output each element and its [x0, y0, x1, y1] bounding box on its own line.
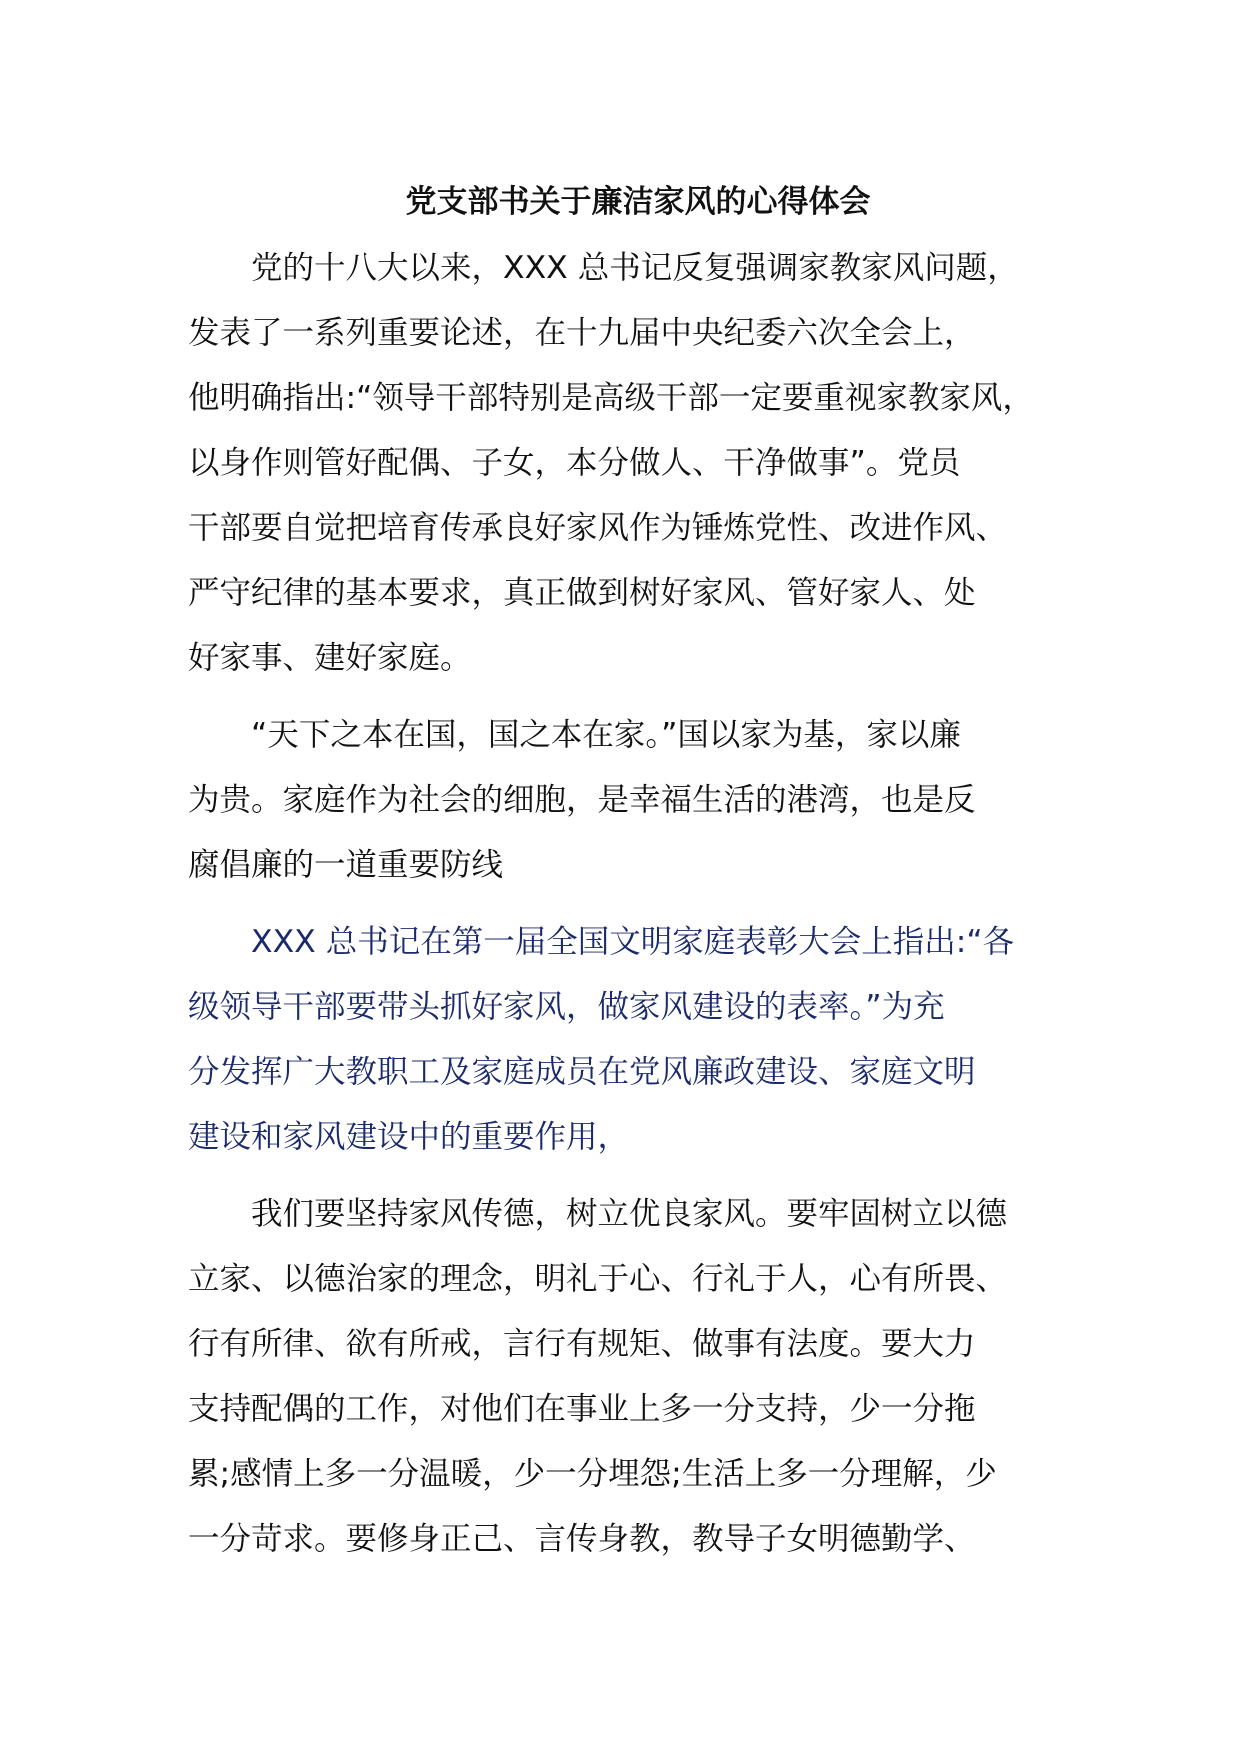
paragraph-2 — [188, 703, 1088, 898]
paragraph-line: 好家事、建好家庭。 — [188, 640, 472, 676]
paragraph-line: 党的十八大以来，XXX 总书记反复强调家教家风问题， — [251, 250, 1019, 286]
paragraph-line: 严守纪律的基本要求，真正做到树好家风、管好家人、处 — [188, 575, 976, 611]
paragraph-line: 累;感情上多一分温暖，少一分埋怨;生活上多一分理解，少 — [188, 1456, 997, 1492]
paragraph-line: 发表了一系列重要论述，在十九届中央纪委六次全会上， — [188, 315, 976, 351]
paragraph-4 — [188, 1182, 1088, 1572]
paragraph-line: 行有所律、欲有所戒，言行有规矩、做事有法度。要大力 — [188, 1326, 976, 1362]
paragraph-line: 分发挥广大教职工及家庭成员在党风廉政建设、家庭文明 — [188, 1054, 976, 1090]
paragraph-line: 级领导干部要带头抓好家风，做家风建设的表率。”为充 — [188, 989, 945, 1025]
document-body — [188, 178, 1088, 1584]
paragraph-line: 支持配偶的工作，对他们在事业上多一分支持，少一分拖 — [188, 1391, 976, 1427]
paragraph-line: 以身作则管好配偶、子女，本分做人、干净做事”。党员 — [188, 445, 961, 481]
paragraph-line: XXX 总书记在第一届全国文明家庭表彰大会上指出:“各 — [251, 924, 1015, 960]
paragraph-3 — [188, 910, 1088, 1170]
paragraph-1 — [188, 236, 1088, 691]
paragraph-line: 我们要坚持家风传德，树立优良家风。要牢固树立以德 — [251, 1196, 1008, 1232]
document-title: 党支部书关于廉洁家风的心得体会 — [405, 184, 871, 220]
paragraph-line: 他明确指出:“领导干部特别是高级干部一定要重视家教家风， — [188, 380, 1034, 416]
paragraph-line: 立家、以德治家的理念，明礼于心、行礼于人，心有所畏、 — [188, 1261, 1008, 1297]
paragraph-line: 为贵。家庭作为社会的细胞，是幸福生活的港湾，也是反 — [188, 782, 976, 818]
paragraph-line: 腐倡廉的一道重要防线 — [188, 847, 504, 883]
paragraph-line: 一分苛求。要修身正己、言传身教，教导子女明德勤学、 — [188, 1521, 976, 1557]
paragraph-line: 干部要自觉把培育传承良好家风作为锤炼党性、改进作风、 — [188, 510, 1008, 546]
paragraph-line: “天下之本在国，国之本在家。”国以家为基，家以廉 — [251, 717, 961, 753]
paragraph-line: 建设和家风建设中的重要作用， — [188, 1119, 630, 1155]
